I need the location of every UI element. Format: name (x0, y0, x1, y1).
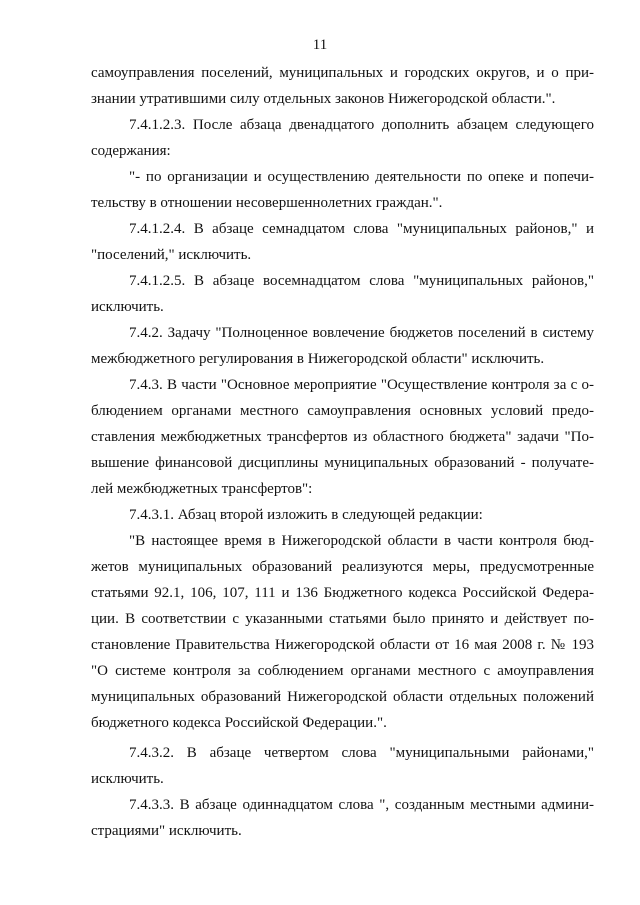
text-line: становление Правительства Нижегородской области от 16 мая 2008 г. № 193 (91, 637, 594, 653)
text-line: "О системе контроля за соблюдением органами местного с амоуправления (91, 663, 594, 679)
text-line: 7.4.3.1. Абзац второй изложить в следующей редакции: (129, 507, 483, 523)
text-line: исключить. (91, 299, 164, 315)
page-number: 11 (312, 37, 328, 53)
text-line: жетов муниципальных образований реализуются меры, предусмотренные (91, 559, 594, 575)
text-line: статьями 92.1, 106, 107, 111 и 136 Бюджетного кодекса Российской Федера- (91, 585, 594, 601)
text-line: страциями" исключить. (91, 823, 242, 839)
text-line: вышение финансовой дисциплины муниципальных образований - получате- (91, 455, 594, 471)
text-line: "поселений," исключить. (91, 247, 252, 263)
text-line: 7.4.3.3. В абзаце одиннадцатом слова ", созданным местными админи- (129, 797, 594, 813)
text-line: межбюджетного регулирования в Нижегородской области" исключить. (91, 351, 545, 367)
text-line: 7.4.2. Задачу "Полноценное вовлечение бюджетов поселений в систему (129, 325, 594, 341)
text-line: бюджетного кодекса Российской Федерации.". (91, 715, 387, 731)
text-line: "- по организации и осуществлению деятельности по опеке и попечи- (129, 169, 594, 185)
text-line: самоуправления поселений, муниципальных и городских округов, и о при- (91, 65, 594, 81)
text-line: знании утратившими силу отдельных законов Нижегородской области.". (91, 91, 556, 107)
text-line: 7.4.3. В части "Основное мероприятие "Осуществление контроля за с о- (129, 377, 594, 393)
text-line: блюдением органами местного самоуправления основных условий предо- (91, 403, 594, 419)
text-line: тельству в отношении несовершеннолетних граждан.". (91, 195, 443, 211)
text-line: исключить. (91, 771, 164, 787)
text-line: "В настоящее время в Нижегородской области в части контроля бюд- (129, 533, 594, 549)
text-line: 7.4.1.2.4. В абзаце семнадцатом слова "муниципальных районов," и (129, 221, 594, 237)
text-line: лей межбюджетных трансфертов": (91, 481, 313, 497)
text-line: 7.4.3.2. В абзаце четвертом слова "муниципальными районами," (129, 745, 594, 761)
text-line: ции. В соответствии с указанными статьями было принято и действует по- (91, 611, 594, 627)
text-line: 7.4.1.2.5. В абзаце восемнадцатом слова "муниципальных районов," (129, 273, 594, 289)
text-line: содержания: (91, 143, 171, 159)
text-line: 7.4.1.2.3. После абзаца двенадцатого дополнить абзацем следующего (129, 117, 594, 133)
text-line: муниципальных образований Нижегородской области отдельных положений (91, 689, 594, 705)
text-line: ставления межбюджетных трансфертов из областного бюджета" задачи "По- (91, 429, 594, 445)
